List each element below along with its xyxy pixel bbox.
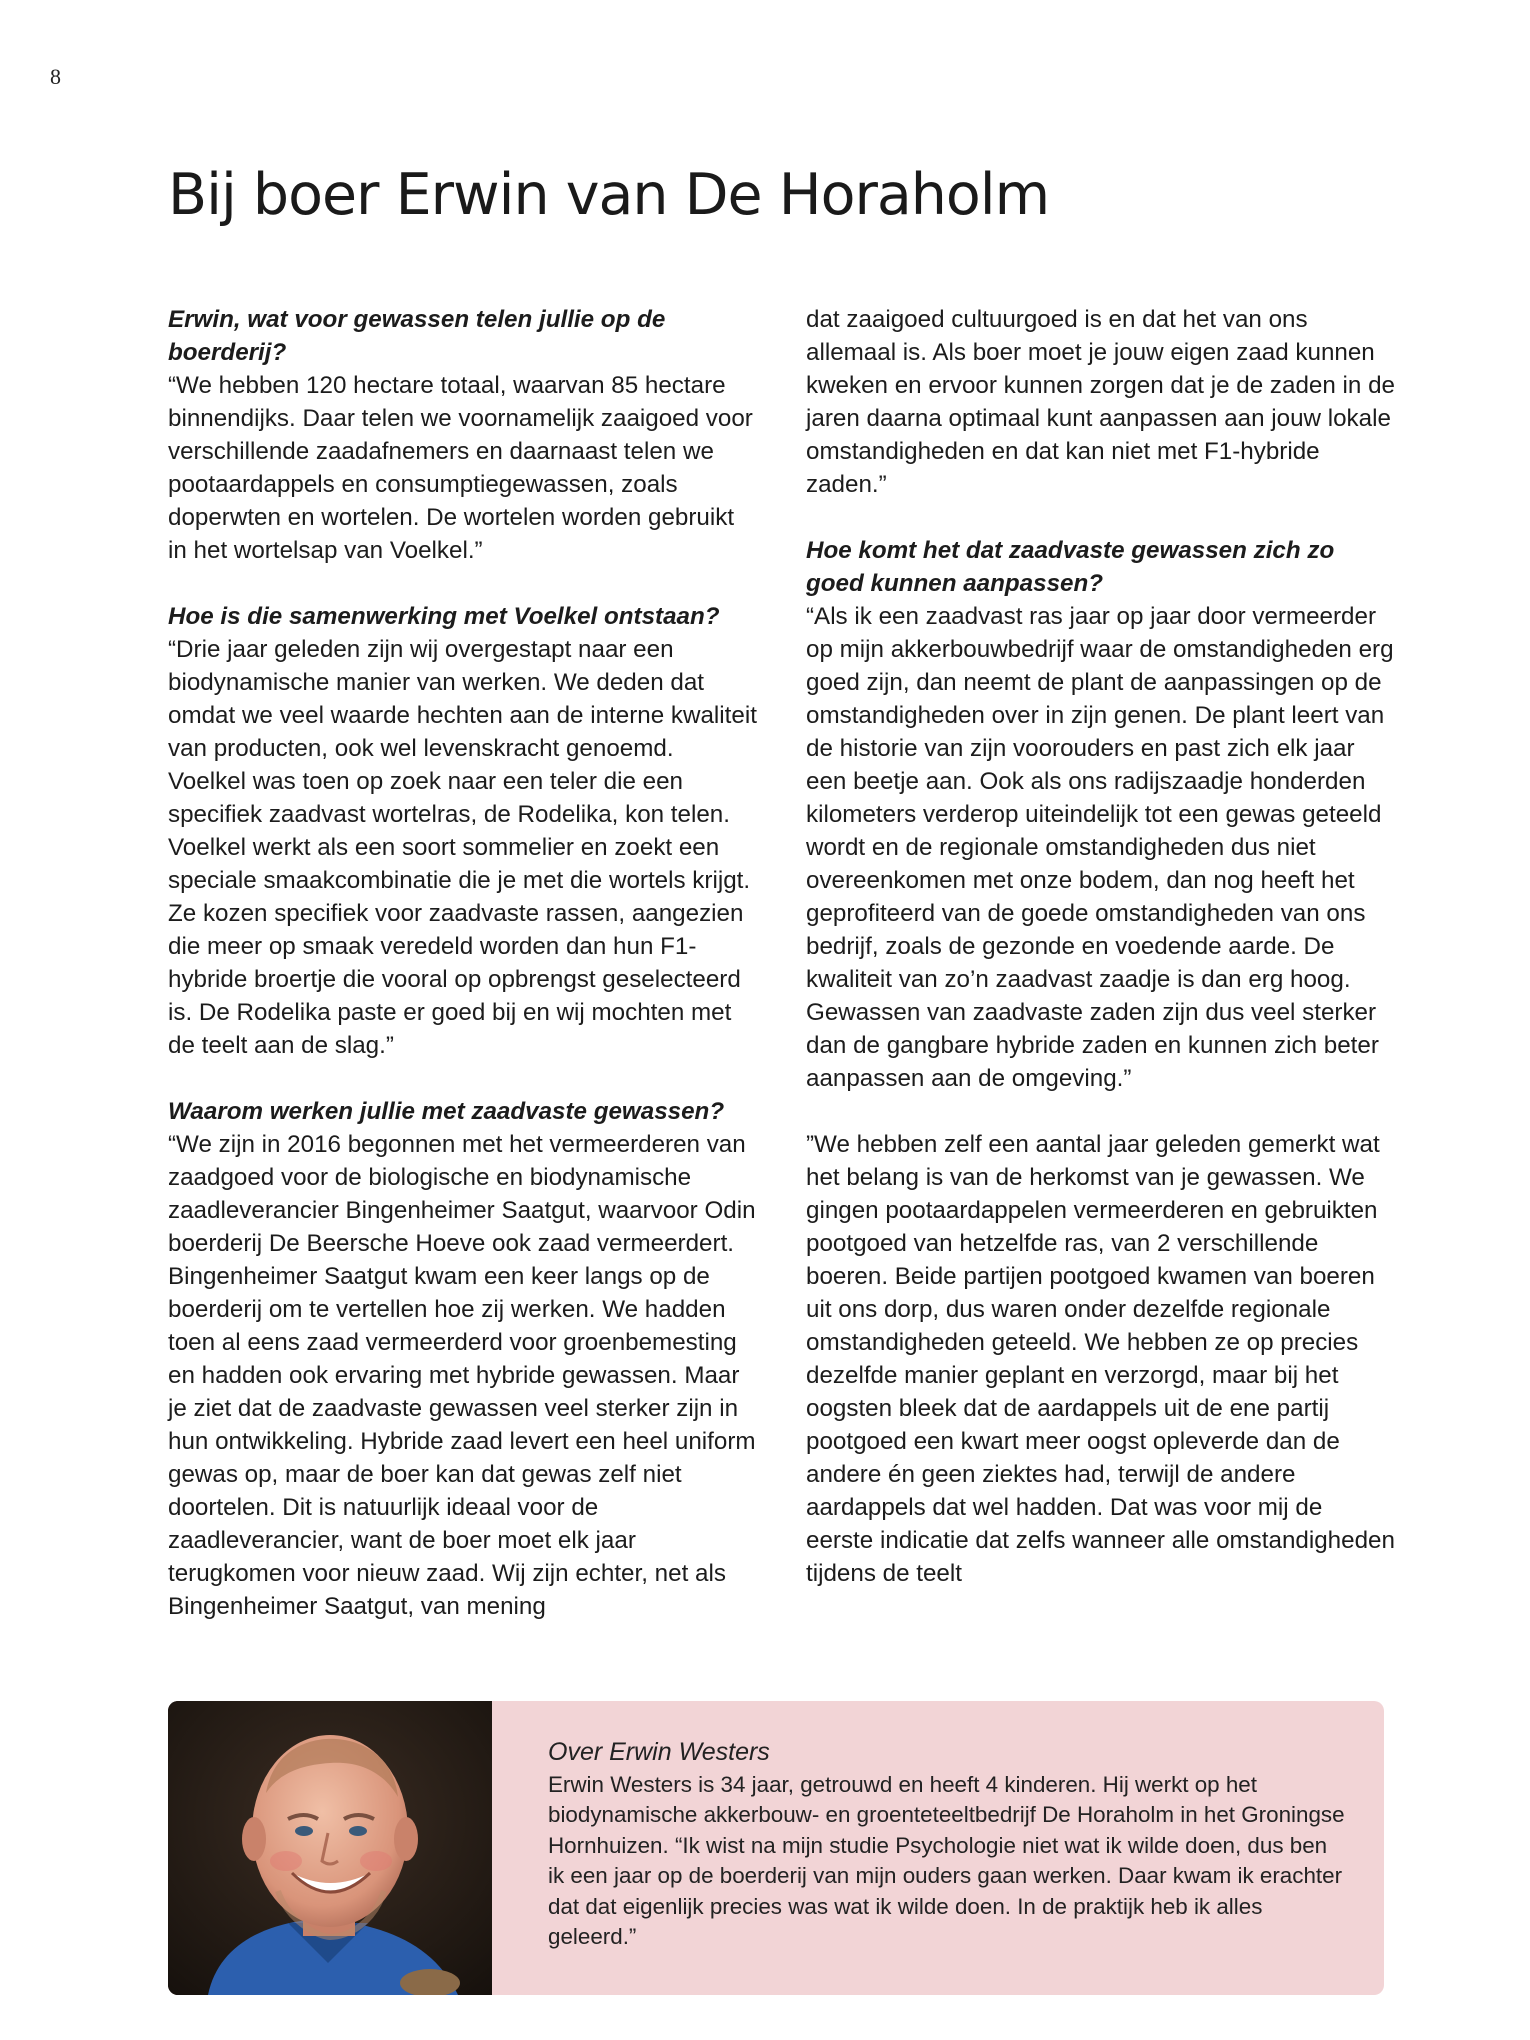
bio-body: Erwin Westers is 34 jaar, getrouwd en heeft 4 kinderen. Hij werkt op het biodynamische akkerbouw- en groenteteeltbedrijf De Horaholm in het Groningse Hornhuizen. “Ik wist na mijn studie Psychologie niet wat ik wilde doen, dus ben ik een jaar op de boerderij van mijn ouders gaan werken. Daar kwam ik erachter dat dat eigenlijk precies was wat ik wilde doen. In de praktijk heb ik alles geleerd.” [548, 1771, 1345, 1949]
portrait-illustration [168, 1701, 492, 1995]
qa-block [806, 534, 1396, 1095]
interview-answer: “Drie jaar geleden zijn wij overgestapt naar een biodynamische manier van werken. We deden dat omdat we veel waarde hechten aan de interne kwaliteit van producten, ook wel levenskracht genoemd. Voelkel was toen op zoek naar een teler die een specifiek zaadvast wortelras, de Rodelika, kon telen. Voelkel werkt als een soort sommelier en zoekt een speciale smaakcombinatie die je met die wortels krijgt. Ze kozen specifiek voor zaadvaste rassen, aangezien die meer op smaak veredeld worden dan hun F1-hybride broertje die vooral op opbrengst geselecteerd is. De Rodelika paste er goed bij en wij mochten met de teelt aan de slag.” [168, 636, 757, 1059]
qa-block [806, 1128, 1396, 1590]
qa-block [168, 1095, 758, 1623]
bio-text [548, 1737, 1348, 1953]
interview-question: Hoe is die samenwerking met Voelkel ontstaan? [168, 603, 720, 630]
interview-answer-continued: dat zaaigoed cultuurgoed is en dat het van ons allemaal is. Als boer moet je jouw eigen zaad kunnen kweken en ervoor kunnen zorgen dat je de zaden in de jaren daarna optimaal kunt aanpassen aan jouw lokale omstandigheden en dat kan niet met F1-hybride zaden.” [806, 306, 1395, 498]
interview-question: Waarom werken jullie met zaadvaste gewassen? [168, 1098, 725, 1125]
qa-block [806, 303, 1396, 501]
interview-answer: “We hebben 120 hectare totaal, waarvan 85 hectare binnendijks. Daar telen we voornamelijk zaaigoed voor verschillende zaadafnemers en daarnaast telen we pootaardappels en consumptiegewassen, zoals doperwten en wortelen. De wortelen worden gebruikt in het wortelsap van Voelkel.” [168, 372, 753, 564]
interview-question: Erwin, wat voor gewassen telen jullie op de boerderij? [168, 306, 666, 366]
interview-answer: “Als ik een zaadvast ras jaar op jaar door vermeerder op mijn akkerbouwbedrijf waar de omstandigheden erg goed zijn, dan neemt de plant de aanpassingen op de omstandigheden over in zijn genen. De plant leert van de historie van zijn voorouders en past zich elk jaar een beetje aan. Ook als ons radijszaadje honderden kilometers verderop uiteindelijk tot een gewas geteeld wordt en de regionale omstandigheden dus niet overeenkomen met onze bodem, dan nog heeft het geprofiteerd van de goede omstandigheden van ons bedrijf, zoals de gezonde en voedende aarde. De kwaliteit van zo’n zaadvast zaadje is dan erg hoog. Gewassen van zaadvaste zaden zijn dus veel sterker dan de gangbare hybride zaden en kunnen zich beter aanpassen aan de omgeving.” [806, 603, 1394, 1092]
qa-block [168, 600, 758, 1062]
portrait-photo [168, 1701, 492, 1995]
interview-question: Hoe komt het dat zaadvaste gewassen zich zo goed kunnen aanpassen? [806, 537, 1335, 597]
bio-heading: Over Erwin Westers [548, 1738, 770, 1766]
interview-answer: ”We hebben zelf een aantal jaar geleden gemerkt wat het belang is van de herkomst van je gewassen. We gingen pootaardappelen vermeerderen en gebruikten pootgoed van hetzelfde ras, van 2 verschillende boeren. Beide partijen pootgoed kwamen van boeren uit ons dorp, dus waren onder dezelfde regionale omstandigheden geteeld. We hebben ze op precies dezelfde manier geplant en verzorgd, maar bij het oogsten bleek dat de aardappels uit de ene partij pootgoed een kwart meer oogst opleverde dan de andere én geen ziektes had, terwijl de andere aardappels dat wel hadden. Dat was voor mij de eerste indicatie dat zelfs wanneer alle omstandigheden tijdens de teelt [806, 1131, 1395, 1587]
qa-block [168, 303, 758, 567]
bio-box [168, 1701, 1384, 1995]
article-column-left [168, 303, 758, 1656]
page-title: Bij boer Erwin van De Horaholm [168, 162, 1050, 228]
page-number: 8 [50, 64, 61, 89]
article-column-right [806, 303, 1396, 1623]
interview-answer: “We zijn in 2016 begonnen met het vermeerderen van zaadgoed voor de biologische en biodynamische zaadleverancier Bingenheimer Saatgut, waarvoor Odin boerderij De Beersche Hoeve ook zaad vermeerdert. Bingenheimer Saatgut kwam een keer langs op de boerderij om te vertellen hoe zij werken. We hadden toen al eens zaad vermeerderd voor groenbemesting en hadden ook ervaring met hybride gewassen. Maar je ziet dat de zaadvaste gewassen veel sterker zijn in hun ontwikkeling. Hybride zaad levert een heel uniform gewas op, maar de boer kan dat gewas zelf niet doortelen. Dit is natuurlijk ideaal voor de zaadleverancier, want de boer moet elk jaar terugkomen voor nieuw zaad. Wij zijn echter, net als Bingenheimer Saatgut, van mening [168, 1131, 756, 1620]
